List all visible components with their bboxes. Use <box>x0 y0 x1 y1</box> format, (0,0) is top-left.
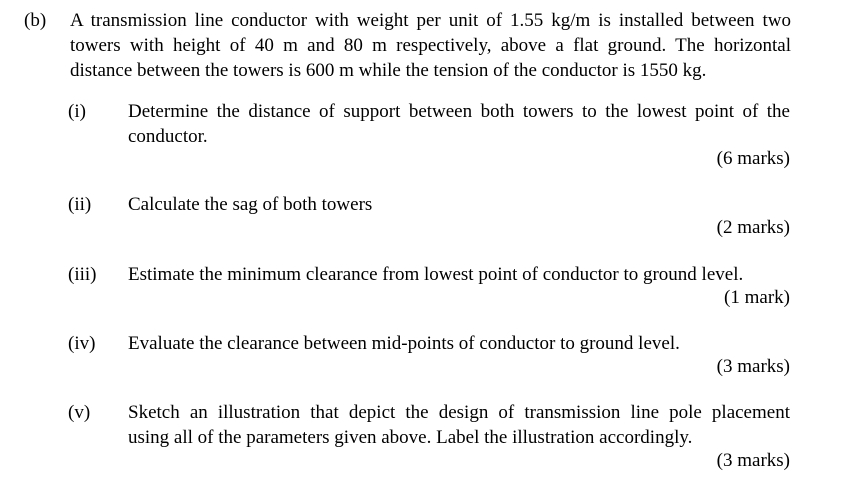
part-line: Calculate the sag of both towers <box>128 194 373 215</box>
intro-line: A transmission line conductor with weight per unit of 1.55 kg/m is installed between two <box>70 10 791 31</box>
part-text <box>128 262 790 287</box>
part-line: conductor. <box>128 126 208 147</box>
part-line: Determine the distance of support between both towers to the lowest point of the <box>128 101 790 122</box>
part-text <box>128 331 790 356</box>
part-number: (v) <box>68 402 91 423</box>
part-text <box>128 99 790 149</box>
part-number: (iii) <box>68 264 97 285</box>
part-i-marks: (6 marks) <box>716 148 790 169</box>
part-line: Estimate the minimum clearance from lowest point of conductor to ground level. <box>128 264 744 285</box>
question-label: (b) <box>24 10 47 31</box>
part-line: using all of the parameters given above. Label the illustration accordingly. <box>128 427 693 448</box>
part-text <box>128 400 790 450</box>
part-number: (ii) <box>68 194 92 215</box>
part-text <box>128 192 790 217</box>
part-number: (i) <box>68 101 86 122</box>
part-v-marks: (3 marks) <box>716 450 790 471</box>
part-line: Sketch an illustration that depict the design of transmission line pole placement <box>128 402 790 423</box>
question-intro <box>70 8 791 83</box>
part-number: (iv) <box>68 333 96 354</box>
part-iv-marks: (3 marks) <box>716 356 790 377</box>
part-iii-marks: (1 mark) <box>724 287 790 308</box>
intro-line: distance between the towers is 600 m while the tension of the conductor is 1550 kg. <box>70 60 707 81</box>
part-ii-marks: (2 marks) <box>716 217 790 238</box>
part-line: Evaluate the clearance between mid-points of conductor to ground level. <box>128 333 680 354</box>
intro-line: towers with height of 40 m and 80 m respectively, above a flat ground. The horizontal <box>70 35 791 56</box>
